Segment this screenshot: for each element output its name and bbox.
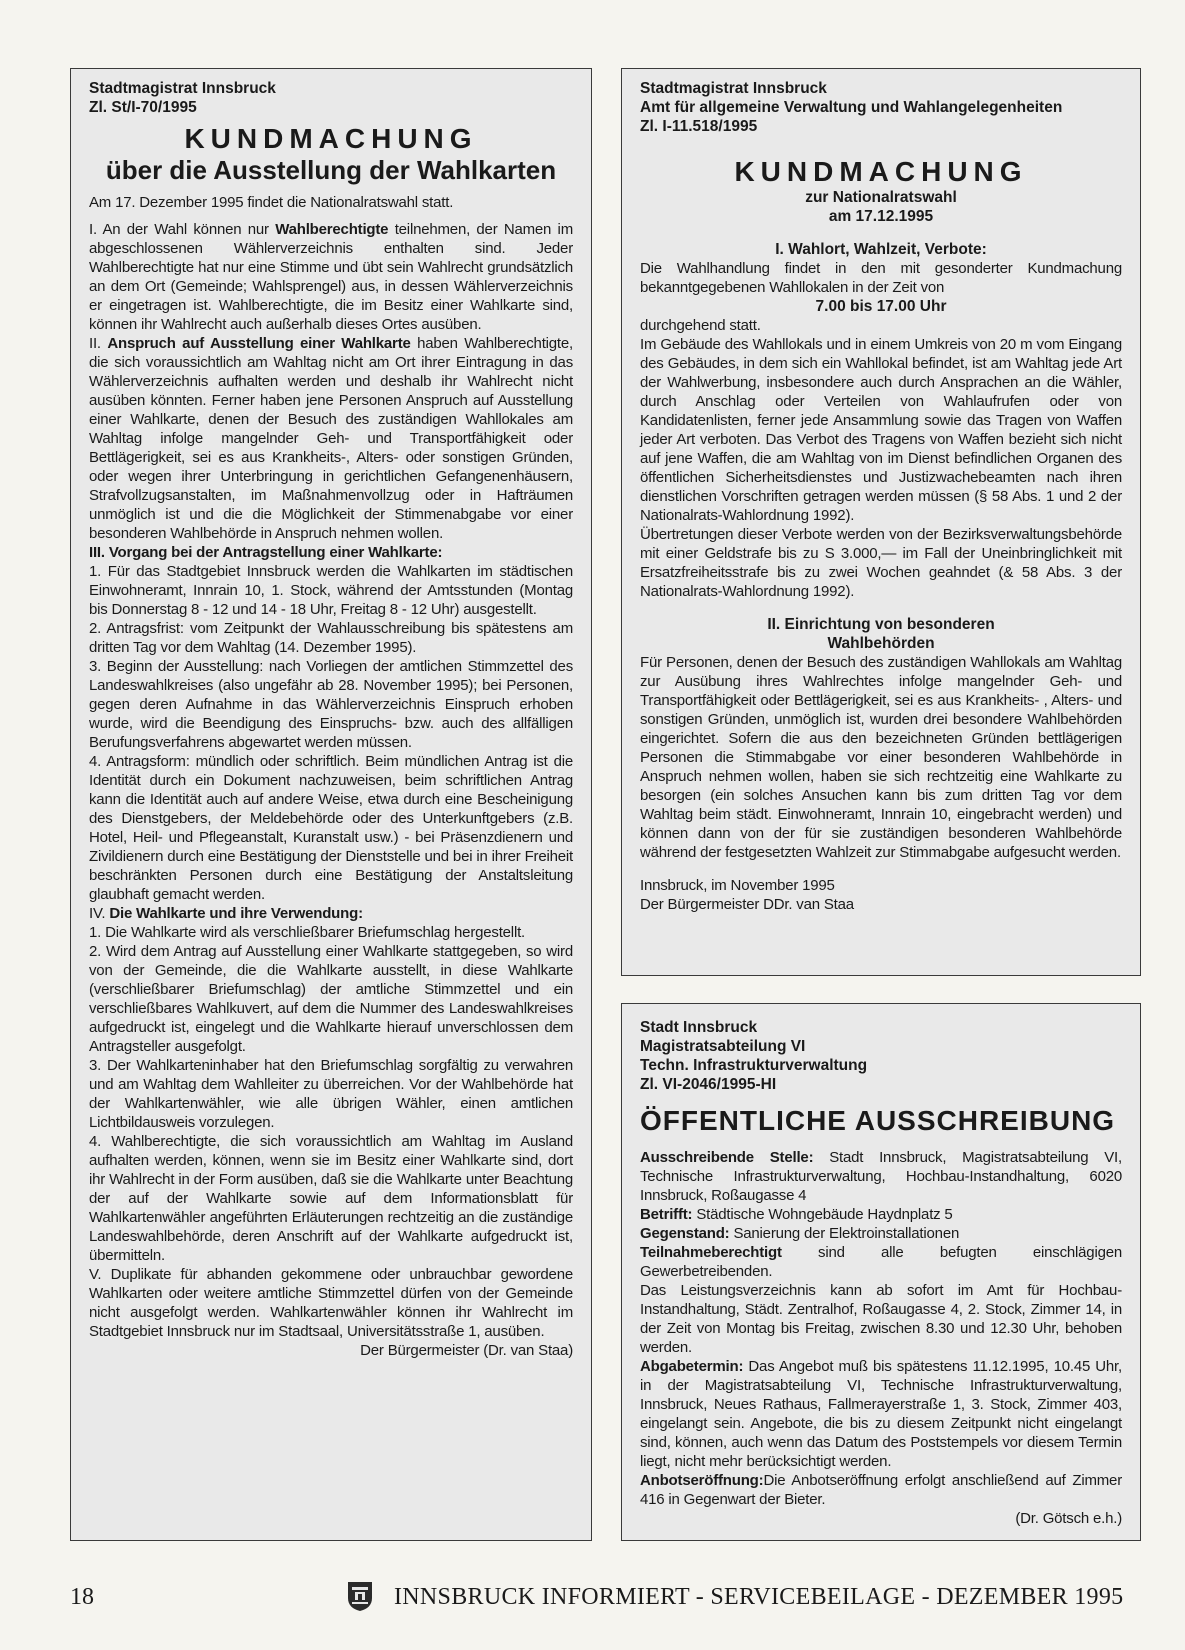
- issuer: Stadtmagistrat Innsbruck: [89, 80, 276, 97]
- section-3-item: 4. Antragsform: mündlich oder schriftlich. Beim mündlichen Antrag ist die Identität durch ein Dokument nachzuweisen, beim schriftlichen Antrag kann die Identität auch auf andere Weise, etwa durch eine Bescheinigung des Dienstgebers, der Meldebehörde oder des Unterkunftgebers (z.B. Hotel, Heil- und Pflegeanstalt, Kuranstalt usw.) - bei Präsenzdienern und Zivildienern durch eine Bestätigung der Dienststelle und bei in ihrer Freiheit beschränkten Personen durch eine Bestätigung der Anstaltsleitung glaubhaft gemacht werden.: [89, 753, 573, 903]
- tender-opening: Anbotseröffnung:Die Anbotseröffnung erfolgt anschließend auf Zimmer 416 in Gegenwart der Bieter.: [640, 1472, 1122, 1508]
- section-2-heading: II. Einrichtung von besonderen: [767, 616, 995, 633]
- publication-title: INNSBRUCK INFORMIERT - SERVICEBEILAGE - DEZEMBER 1995: [394, 1584, 1124, 1610]
- paragraph: durchgehend statt.: [640, 317, 761, 334]
- tender-title: ÖFFENTLICHE AUSSCHREIBUNG: [640, 1105, 1116, 1136]
- paragraph: Im Gebäude des Wahllokals und in einem Umkreis von 20 m vom Eingang des Gebäudes, in dem sich ein Wahllokal befindet, ist am Wahltag jede Art der Wahlwerbung, insbesondere auch durch Ansprachen an die Wähler, durch Anschlag oder Verteilen von Wahlaufrufen oder von Kandidatenlisten, ferner jede Ansammlung sowie das Tragen von Waffen jeder Art verboten. Das Verbot des Tragens von Waffen bezieht sich nicht auf jene Waffen, die am Wahltag von im Dienst befindlichen Organen des öffentlichen Sicherheitsdienstes und Justizwachebeamten nach ihren dienstlichen Vorschriften getragen werden müssen (§ 58 Abs. 1 und 2 der Nationalrats-Wahlordnung 1992).: [640, 336, 1122, 524]
- paragraph: Die Wahlhandlung findet in den mit gesonderter Kundmachung bekanntgegebenen Wahllokalen in der Zeit von: [640, 260, 1122, 296]
- tender-documents: Das Leistungsverzeichnis kann ab sofort im Amt für Hochbau-Instandhaltung, Städt. Zentralhof, Roßaugasse 4, 2. Stock, Zimmer 14, in der Zeit von Montag bis Freitag, zwischen 8.30 und 12.30 Uhr, behoben werden.: [640, 1282, 1122, 1356]
- section-4-item: 4. Wahlberechtigte, die sich voraussichtlich am Wahltag im Ausland aufhalten werden, können, wenn sie im Besitz einer Wahlkarte sind, dort ihr Wahlrecht in der Form ausüben, daß sie die Wahlkarte unter Beachtung der auf der Wahlkarte sowie auf dem Informationsblatt für Wahlkartenwähler angeführten Erläuterungen rechtzeitig an die zuständige Landeswahlbehörde, deren Anschrift auf der Wahlkarte aufgedruckt ist, übermitteln.: [89, 1133, 573, 1264]
- section-4-item: 1. Die Wahlkarte wird als verschließbarer Briefumschlag hergestellt.: [89, 924, 526, 941]
- notice-title: KUNDMACHUNG: [184, 123, 478, 154]
- section-3-item: 3. Beginn der Ausstellung: nach Vorliegen der amtlichen Stimmzettel des Landeswahlkreises (also ungefähr ab 28. November 1995); bei Personen, gegen deren Aufnahme in das Wählerverzeichnis Einspruch erhoben wurde, wird die Beendigung des Einspruchs- bzw. auch des allfälligen Berufungsverfahrens abgewartet werden müssen.: [89, 658, 573, 751]
- notice-subtitle: über die Ausstellung der Wahlkarten: [105, 155, 557, 185]
- department: Magistratsabteilung VI: [640, 1038, 806, 1055]
- tender-subject: Betrifft: Städtische Wohngebäude Haydnplatz 5: [640, 1206, 953, 1223]
- section-3-item: 2. Antragsfrist: vom Zeitpunkt der Wahlausschreibung bis spätestens am dritten Tag vor dem Wahltag (14. Dezember 1995).: [89, 620, 573, 656]
- tender-object: Gegenstand: Sanierung der Elektroinstallationen: [640, 1225, 960, 1242]
- intro-text: Am 17. Dezember 1995 findet die Nationalratswahl statt.: [89, 194, 454, 211]
- section-1-heading: I. Wahlort, Wahlzeit, Verbote:: [775, 241, 987, 258]
- voting-hours: 7.00 bis 17.00 Uhr: [815, 298, 947, 315]
- department: Amt für allgemeine Verwaltung und Wahlangelegenheiten: [640, 99, 1063, 116]
- notice-wahlkarten: [70, 68, 592, 1541]
- section-4-item: 3. Der Wahlkarteninhaber hat den Briefumschlag sorgfältig zu verwahren und am Wahltag dem Wahlleiter zu überreichen. Vor der Wahlbehörde hat der Wahlkartenwähler, wie alle übrigen Wähler, einen amtlichen Lichtbildausweis vorzulegen.: [89, 1057, 573, 1131]
- section-2-heading-cont: Wahlbehörden: [827, 635, 935, 652]
- signature: Der Bürgermeister (Dr. van Staa): [360, 1342, 573, 1359]
- section-3-heading: III. Vorgang bei der Antragstellung einer Wahlkarte:: [89, 544, 443, 561]
- notice-date: am 17.12.1995: [828, 208, 934, 225]
- tender-deadline: Abgabetermin: Das Angebot muß bis spätestens 11.12.1995, 10.45 Uhr, in der Magistratsabteilung VI, Technische Infrastrukturverwaltung, Innsbruck, Neues Rathaus, Fallmerayerstraße 1, 3. Stock, Zimmer 403, eingelangt sein. Angebote, die bis zu diesem Zeitpunkt nicht eingelangt sind, können, auch wenn das Datum des Poststempels vor diesem Termin liegt, nicht mehr berücksichtigt werden.: [640, 1358, 1122, 1470]
- section-4-item: 2. Wird dem Antrag auf Ausstellung einer Wahlkarte stattgegeben, so wird von der Gemeinde, die die Wahlkarte ausstellt, in diese Wahlkarte (verschließbarer Briefumschlag) der amtliche Stimmzettel und ein verschließbares Wahlkuvert, auf dem die Nummer des Landeswahlkreises aufgedruckt ist, eingelegt und die Wahlkarte hierauf unverschlossen dem Antragsteller ausgefolgt.: [89, 943, 573, 1055]
- signature: (Dr. Götsch e.h.): [1015, 1510, 1122, 1527]
- tender-eligibility: Teilnahmeberechtigt sind alle befugten einschlägigen Gewerbetreibenden.: [640, 1244, 1122, 1280]
- section-3-item: 1. Für das Stadtgebiet Innsbruck werden die Wahlkarten im städtischen Einwohneramt, Innrain 10, 1. Stock, während der Amtsstunden (Montag bis Donnerstag 8 - 12 und 14 - 18 Uhr, Freitag 8 - 12 Uhr) ausgestellt.: [89, 563, 573, 618]
- issuer: Stadtmagistrat Innsbruck: [640, 80, 827, 97]
- section-1: I. An der Wahl können nur Wahlberechtigte teilnehmen, der Namen im abgeschlossenen Wählerverzeichnis enthalten sind. Jeder Wahlberechtigte hat nur eine Stimme und übt sein Wahlrecht grundsätzlich an dem Ort (Gemeinde; Wahlsprengel) aus, in dessen Wählerverzeichnis er eingetragen ist. Wahlberechtigte, die im Besitz einer Wahlkarte sind, können ihr Wahlrecht auch außerhalb dieses Ortes ausüben.: [89, 221, 573, 333]
- notice-subtitle: zur Nationalratswahl: [805, 189, 957, 206]
- paragraph: Übertretungen dieser Verbote werden von der Bezirksverwaltungsbehörde mit einer Geldstrafe bis zu S 3.000,— im Fall der Uneinbringlichkeit mit Ersatzfreiheitsstrafe bis zu zwei Wochen geahndet (& 58 Abs. 3 der Nationalrats-Wahlordnung 1992).: [640, 526, 1122, 600]
- reference-number: Zl. VI-2046/1995-HI: [640, 1076, 777, 1093]
- department-sub: Techn. Infrastrukturverwaltung: [640, 1057, 868, 1074]
- paragraph: Für Personen, denen der Besuch des zuständigen Wahllokals am Wahltag zur Ausübung ihres Wahlrechtes infolge mangelnder Geh- und Transportfähigkeit oder Bettlägerigkeit, sei es aus Krankheits- , Alters- und sonstigen Gründen, unmöglich ist, wurden drei besondere Wahlbehörden eingerichtet. Sofern die aus den bezeichneten Gründen bettlägerigen Personen die Stimmabgabe vor einer besonderen Wahlbehörde in Anspruch nehmen wollen, haben sie sich rechtzeitig eine Wahlkarte zu besorgen (ein solches Ansuchen kann bis zum dritten Tag vor dem Wahltag beim städt. Einwohneramt, Innrain 10, eingebracht werden) und können dann von der für sie zuständigen besonderen Wahlbehörde während der festgesetzten Wahlzeit zur Stimmabgabe aufgesucht werden.: [640, 654, 1122, 861]
- tender-issuer: Ausschreibende Stelle: Stadt Innsbruck, Magistratsabteilung VI, Technische Infrastrukturverwaltung, Hochbau-Instandhaltung, 6020 Innsbruck, Roßaugasse 4: [640, 1149, 1122, 1204]
- section-2: II. Anspruch auf Ausstellung einer Wahlkarte haben Wahlberechtigte, die sich voraussichtlich am Wahltag nicht am Ort ihrer Eintragung in das Wählerverzeichnis aufhalten werden und deshalb ihr Wahlrecht nicht ausüben könnten. Ferner haben jene Personen Anspruch auf Ausstellung einer Wahlkarte, denen der Besuch des zuständigen Wahllokales am Wahltag infolge mangelnder Geh- und Transportfähigkeit oder Bettlägerigkeit, sei es aus Krankheits-, Alters- oder sonstigen Gründen, oder wegen ihrer Unterbringung in gerichtlichen Gefangenenhäusern, Strafvollzugsanstalten, im Maßnahmenvollzug oder in Hafträumen unmöglich ist und die die Möglichkeit der Stimmenabgabe vor einer besonderen Wahlbehörde in Anspruch nehmen wollen.: [89, 335, 574, 542]
- notice-title: KUNDMACHUNG: [734, 156, 1028, 187]
- reference-number: Zl. St/I-70/1995: [89, 99, 197, 116]
- city-crest-icon: [346, 1580, 374, 1612]
- signature: Der Bürgermeister DDr. van Staa: [640, 896, 854, 913]
- page-footer: [70, 1580, 1140, 1616]
- reference-number: Zl. I-11.518/1995: [640, 118, 758, 135]
- place-date: Innsbruck, im November 1995: [640, 877, 835, 894]
- section-5: V. Duplikate für abhanden gekommene oder unbrauchbar gewordene Wahlkarten oder weitere amtliche Stimmzettel dürfen von der Gemeinde nicht ausgefolgt werden. Wahlkartenwähler können ihr Wahlrecht im Stadtgebiet Innsbruck nur im Stadtsaal, Universitätsstraße 1, ausüben.: [89, 1266, 573, 1340]
- public-tender: [621, 1003, 1141, 1541]
- section-4-heading: IV. Die Wahlkarte und ihre Verwendung:: [89, 905, 363, 922]
- page-number: 18: [70, 1584, 94, 1610]
- notice-nationalratswahl: [621, 68, 1141, 976]
- issuer: Stadt Innsbruck: [640, 1019, 758, 1036]
